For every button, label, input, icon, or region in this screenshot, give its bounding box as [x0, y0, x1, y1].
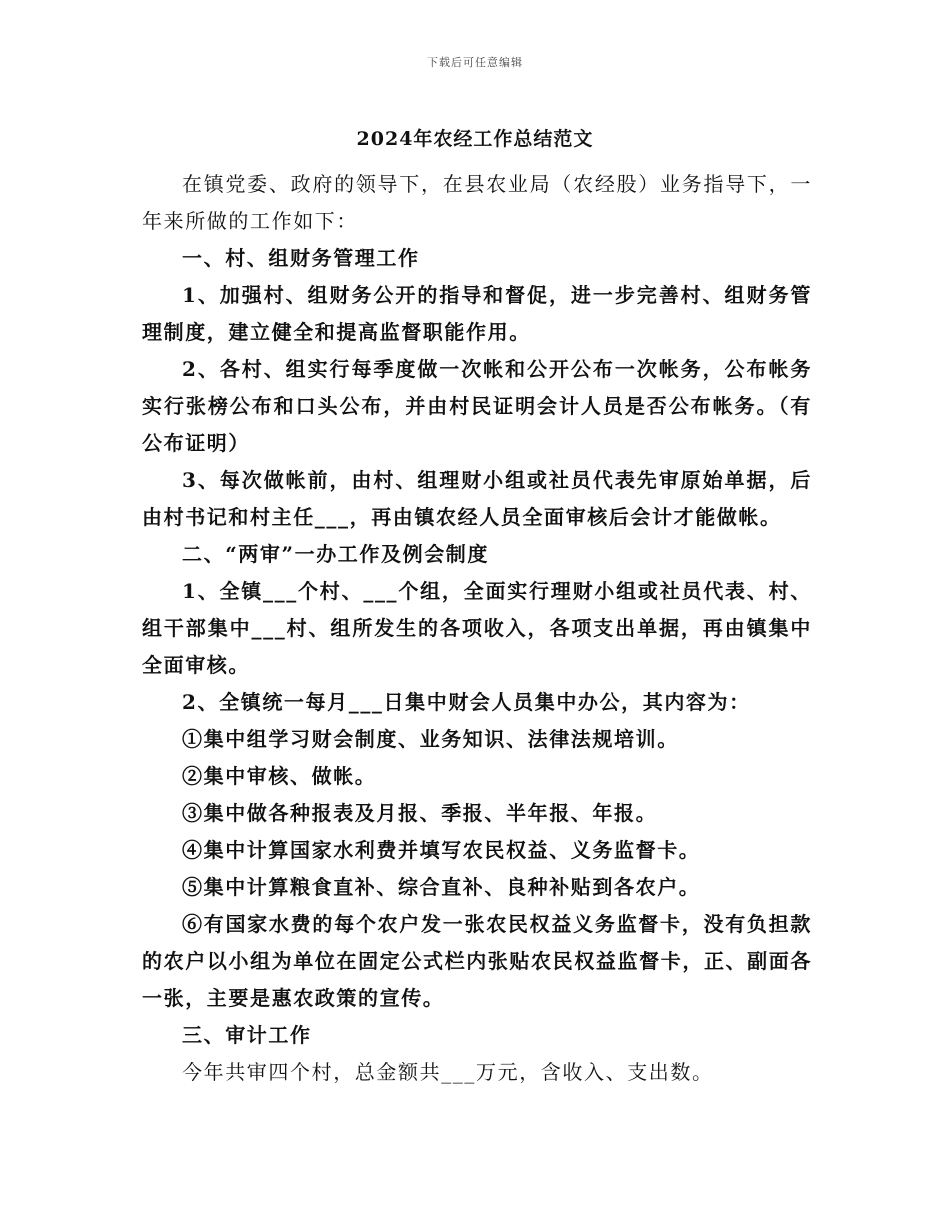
list-item: ①集中组学习财会制度、业务知识、法律法规培训。 — [182, 727, 679, 751]
intro-paragraph: 在镇党委、政府的领导下，在县农业局（农经股）业务指导下，一年来所做的工作如下： — [142, 172, 812, 233]
header-note: 下载后可任意编辑 — [427, 56, 523, 69]
paragraph: 2、各村、组实行每季度做一次帐和公开公布一次帐务，公布帐务实行张榜公布和口头公布，并由村民证明会计人员是否公布帐务。（有公布证明） — [142, 357, 812, 455]
list-item: ②集中审核、做帐。 — [182, 764, 377, 788]
paragraph: 1、全镇___个村、___个组，全面实行理财小组或社员代表、村、组干部集中___村、组所发生的各项收入，各项支出单据，再由镇集中全面审核。 — [142, 579, 812, 677]
paragraph: 3、每次做帐前，由村、组理财小组或社员代表先审原始单据，后由村书记和村主任___，再由镇农经人员全面审核后会计才能做帐。 — [142, 468, 812, 529]
section-heading-1: 一、村、组财务管理工作 — [182, 246, 420, 270]
document-title: 2024年农经工作总结范文 — [356, 128, 594, 150]
list-item: ④集中计算国家水利费并填写农民权益、义务监督卡。 — [182, 838, 701, 862]
section-heading-2: 二、“两审”一办工作及例会制度 — [182, 542, 490, 566]
section-heading-3: 三、审计工作 — [182, 1023, 312, 1047]
list-item: ⑥有国家水费的每个农户发一张农民权益义务监督卡，没有负担款的农户以小组为单位在固定公式栏内张贴农民权益监督卡，正、副面各一张，主要是惠农政策的宣传。 — [142, 912, 812, 1010]
list-item: ⑤集中计算粮食直补、综合直补、良种补贴到各农户。 — [182, 875, 701, 899]
paragraph: 1、加强村、组财务公开的指导和督促，进一步完善村、组财务管理制度，建立健全和提高监督职能作用。 — [142, 283, 812, 344]
list-item: ③集中做各种报表及月报、季报、半年报、年报。 — [182, 801, 658, 825]
paragraph: 2、全镇统一每月___日集中财会人员集中办公，其内容为： — [182, 690, 751, 714]
paragraph: 今年共审四个村，总金额共___万元，含收入、支出数。 — [182, 1060, 714, 1084]
document-body — [142, 166, 812, 1091]
